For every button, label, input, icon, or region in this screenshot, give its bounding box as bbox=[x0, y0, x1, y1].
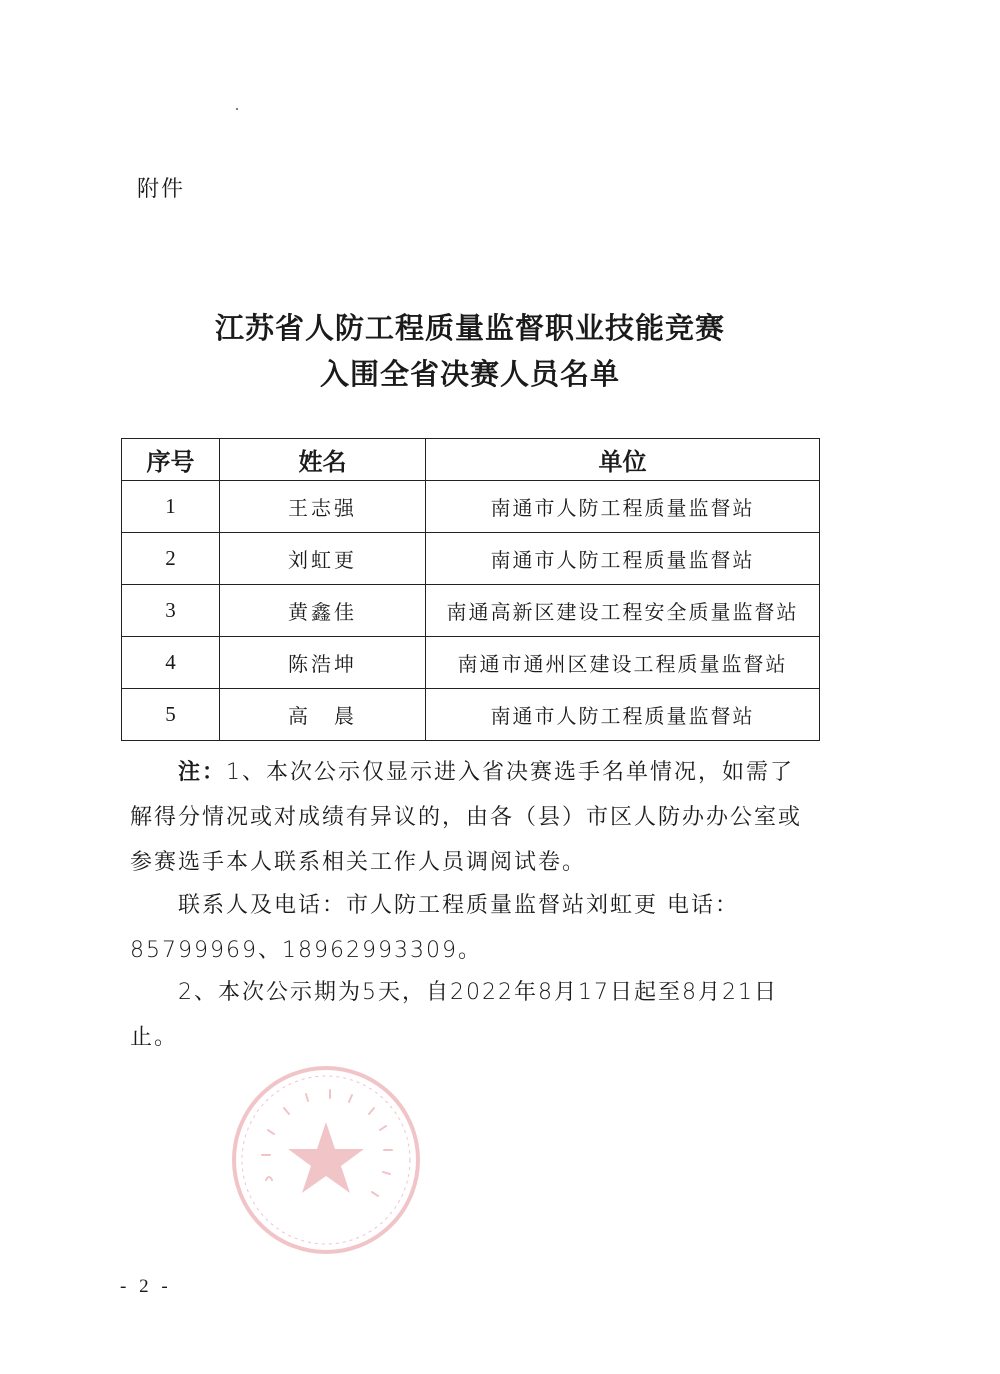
seal-star-icon bbox=[288, 1122, 364, 1193]
row-number: 4 bbox=[122, 637, 220, 689]
table-row bbox=[122, 585, 820, 637]
document-title-line-2: 入围全省决赛人员名单 bbox=[319, 357, 620, 391]
row-name: 黄鑫佳 bbox=[220, 585, 426, 637]
attachment-label: 附件 bbox=[137, 177, 186, 202]
table-row bbox=[122, 481, 820, 533]
note-paragraph-1 bbox=[130, 750, 810, 885]
header-number: 序号 bbox=[122, 439, 220, 481]
row-unit: 南通市人防工程质量监督站 bbox=[426, 481, 820, 533]
table-row bbox=[122, 637, 820, 689]
note-paragraph-2: 联系人及电话：市人防工程质量监督站刘虹更 电话：85799969、18962993309。 bbox=[130, 893, 739, 963]
official-seal-stamp bbox=[226, 1060, 426, 1260]
note-paragraph-3: 2、本次公示期为5天，自2022年8月17日起至8月21日止。 bbox=[130, 980, 778, 1050]
row-number: 5 bbox=[122, 689, 220, 741]
scan-dot bbox=[236, 108, 238, 110]
note-text-1: 1、本次公示仅显示进入省决赛选手名单情况，如需了解得分情况或对成绩有异议的，由各（县）市区人防办办公室或参赛选手本人联系相关工作人员调阅试卷。 bbox=[130, 760, 803, 875]
row-number: 2 bbox=[122, 533, 220, 585]
row-unit: 南通市通州区建设工程质量监督站 bbox=[426, 637, 820, 689]
note-lead: 注： bbox=[178, 760, 227, 785]
table-header-row bbox=[122, 439, 820, 481]
row-name: 王志强 bbox=[220, 481, 426, 533]
row-unit: 南通市人防工程质量监督站 bbox=[426, 533, 820, 585]
row-number: 3 bbox=[122, 585, 220, 637]
row-number: 1 bbox=[122, 481, 220, 533]
row-name: 刘虹更 bbox=[220, 533, 426, 585]
page-number: - 2 - bbox=[120, 1276, 172, 1297]
row-unit: 南通市人防工程质量监督站 bbox=[426, 689, 820, 741]
table-row bbox=[122, 533, 820, 585]
header-name: 姓名 bbox=[220, 439, 426, 481]
row-name: 高 晨 bbox=[220, 689, 426, 741]
table-row bbox=[122, 689, 820, 741]
row-name: 陈浩坤 bbox=[220, 637, 426, 689]
document-title-line-1: 江苏省人防工程质量监督职业技能竞赛 bbox=[214, 311, 725, 345]
header-unit: 单位 bbox=[426, 439, 820, 481]
finalist-table bbox=[121, 438, 820, 741]
row-unit: 南通高新区建设工程安全质量监督站 bbox=[426, 585, 820, 637]
